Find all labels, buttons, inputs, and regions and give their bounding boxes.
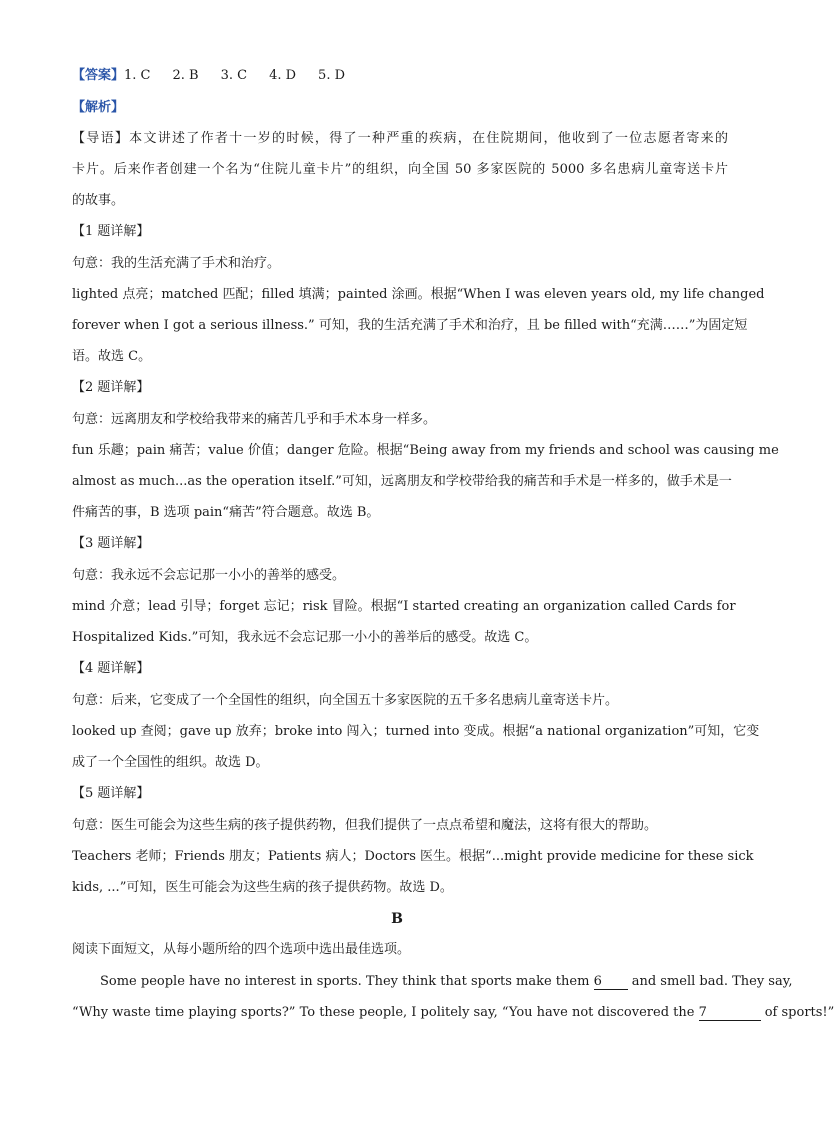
- answer-line: [72, 67, 732, 85]
- q5-line-2: kids, ...”可知，医生可能会为这些生病的孩子提供药物。故选 D。: [72, 880, 453, 895]
- guide-text: 本文讲述了作者十一岁的时候，得了一种严重的疾病，在住院期间，他收到了一位志愿者寄来的: [129, 131, 728, 146]
- q5-meaning: 句意：医生可能会为这些生病的孩子提供药物，但我们提供了一点点希望和魔法，这将有很大的帮助。: [72, 818, 658, 833]
- passage-line-1: [72, 973, 793, 991]
- q5-label: 【5 题详解】: [72, 786, 150, 801]
- q1-line-1: lighted 点亮；matched 匹配；filled 填满；painted 涂画。根据“When I was eleven years old, my life changed: [72, 287, 765, 302]
- answer-item: 4. D: [269, 68, 297, 83]
- q2-meaning: 句意：远离朋友和学校给我带来的痛苦几乎和手术本身一样多。: [72, 412, 437, 427]
- answer-item: 5. D: [318, 68, 346, 83]
- passage-line-2: [72, 1004, 834, 1022]
- analysis-label-line: [72, 99, 732, 117]
- q1-meaning: 句意：我的生活充满了手术和治疗。: [72, 256, 281, 271]
- q2-line-3: 件痛苦的事，B 选项 pain“痛苦”符合题意。故选 B。: [72, 505, 380, 520]
- q2-label: 【2 题详解】: [72, 380, 150, 395]
- q3-meaning: 句意：我永远不会忘记那一小小的善举的感受。: [72, 568, 346, 583]
- passage-text: Some people have no interest in sports. They think that sports make them: [100, 974, 590, 989]
- answer-item: 3. C: [220, 68, 248, 83]
- passage-text: “Why waste time playing sports?” To these people, I politely say, “You have not discovered the: [72, 1005, 695, 1020]
- q2-line-2: almost as much...as the operation itself.”可知，远离朋友和学校带给我的痛苦和手术是一样多的，做手术是一: [72, 474, 732, 489]
- answer-item: 2. B: [172, 68, 199, 83]
- q3-line-1: mind 介意；lead 引导；forget 忘记；risk 冒险。根据“I started creating an organization called Cards for: [72, 599, 736, 614]
- q4-meaning: 句意：后来，它变成了一个全国性的组织，向全国五十多家医院的五千多名患病儿童寄送卡片。: [72, 693, 619, 708]
- passage-text: and smell bad. They say,: [631, 974, 793, 989]
- guide-label: 【导语】: [72, 131, 130, 146]
- q4-line-1: looked up 查阅；gave up 放弃；broke into 闯入；turned into 变成。根据“a national organization”可知，它变: [72, 724, 760, 739]
- blank-6: 6: [594, 975, 628, 990]
- q5-line-1: Teachers 老师；Friends 朋友；Patients 病人；Doctors 医生。根据“...might provide medicine for these sick: [72, 849, 754, 864]
- guide-line-1: [72, 130, 728, 148]
- blank-7: 7: [699, 1006, 761, 1021]
- q1-line-2: forever when I got a serious illness.” 可知，我的生活充满了手术和治疗，且 be filled with“充满……”为固定短: [72, 318, 748, 333]
- q4-label: 【4 题详解】: [72, 661, 150, 676]
- passage-text: of sports!”: [764, 1005, 834, 1020]
- q1-line-3: 语。故选 C。: [72, 349, 152, 364]
- answer-item: 1. C: [124, 68, 151, 83]
- q3-line-2: Hospitalized Kids.”可知，我永远不会忘记那一小小的善举后的感受。故选 C。: [72, 630, 538, 645]
- guide-line-2: 卡片。后来作者创建一个名为“住院儿童卡片”的组织，向全国 50 多家医院的 5000 多名患病儿童寄送卡片: [72, 162, 728, 177]
- q2-line-1: fun 乐趣；pain 痛苦；value 价值；danger 危险。根据“Being away from my friends and school was causing me: [72, 443, 779, 458]
- q3-label: 【3 题详解】: [72, 536, 150, 551]
- guide-line-3: 的故事。: [72, 193, 125, 208]
- section-b-heading: B: [391, 911, 403, 927]
- section-b-instruction: 阅读下面短文，从每小题所给的四个选项中选出最佳选项。: [72, 942, 411, 957]
- q4-line-2: 成了一个全国性的组织。故选 D。: [72, 755, 269, 770]
- q1-label: 【1 题详解】: [72, 224, 150, 239]
- analysis-label: 【解析】: [72, 100, 125, 115]
- answer-label: 【答案】: [72, 68, 125, 83]
